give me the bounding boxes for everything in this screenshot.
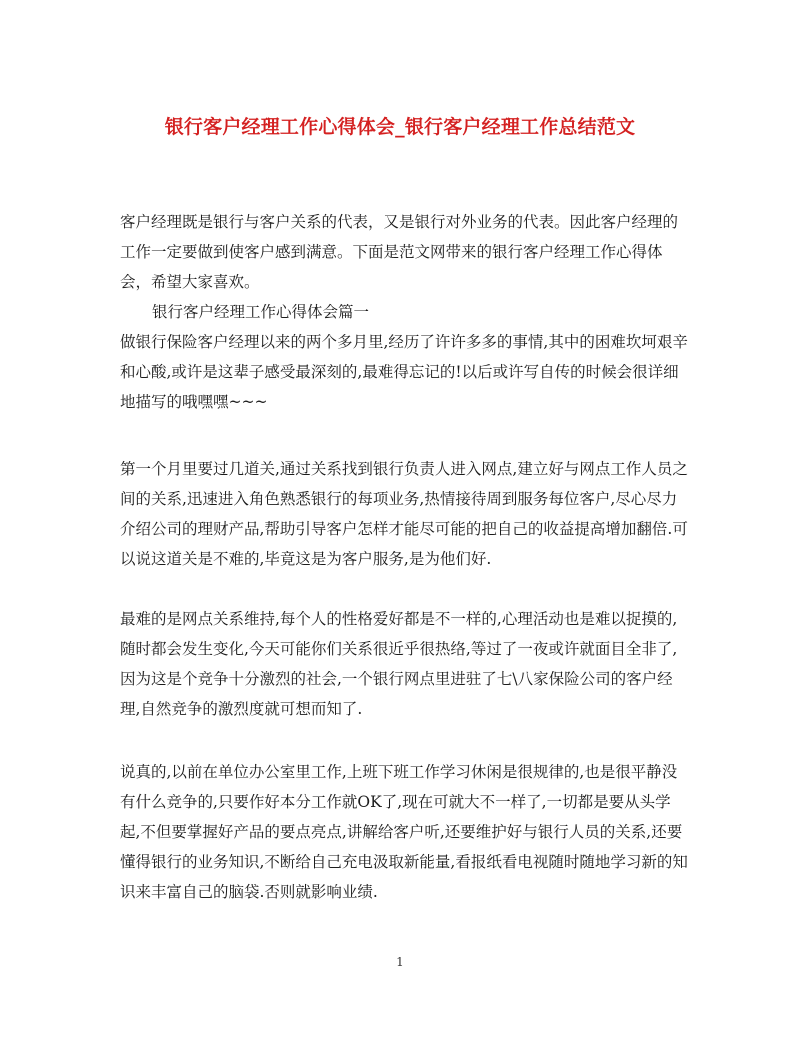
paragraph-2: 第一个月里要过几道关,通过关系找到银行负责人进入网点,建立好与网点工作人员之间的关系,迅速进入角色熟悉银行的每项业务,热情接待周到服务每位客户,尽心尽力介绍公司的理财产品,帮助引导客户怎样才能尽可能的把自己的收益提高增加翻倍.可以说这道关是不难的,毕竟这是为客户服务,是为他们好.	[120, 460, 688, 568]
paragraph-3: 最难的是网点关系维持,每个人的性格爱好都是不一样的,心理活动也是难以捉摸的,随时都会发生变化,今天可能你们关系很近乎很热络,等过了一夜或许就面目全非了,因为这是个竞争十分激烈的社会,一个银行网点里进驻了七\八家保险公司的客户经理,自然竞争的激烈度就可想而知了.	[120, 610, 678, 718]
intro-paragraph: 客户经理既是银行与客户关系的代表，又是银行对外业务的代表。因此客户经理的工作一定要做到使客户感到满意。下面是范文网带来的银行客户经理工作心得体会，希望大家喜欢。	[120, 213, 679, 291]
section-heading: 银行客户经理工作心得体会篇一	[152, 303, 370, 321]
page-number: 1	[396, 955, 404, 969]
paragraph-4: 说真的,以前在单位办公室里工作,上班下班工作学习休闲是很规律的,也是很平静没有什么竞争的,只要作好本分工作就OK了,现在可就大不一样了,一切都是要从头学起,不但要掌握好产品的要点亮点,讲解给客户听,还要维护好与银行人员的关系,还要懂得银行的业务知识,不断给自己充电汲取新能量,看报纸看电视随时随地学习新的知识来丰富自己的脑袋.否则就影响业绩.	[120, 763, 688, 901]
paragraph-1: 做银行保险客户经理以来的两个多月里,经历了许许多多的事情,其中的困难坎坷艰辛和心酸,或许是这辈子感受最深刻的,最难得忘记的!以后或许写自传的时候会很详细地描写的哦嘿嘿~~~	[120, 333, 688, 411]
document-title: 银行客户经理工作心得体会_银行客户经理工作总结范文	[164, 116, 636, 138]
